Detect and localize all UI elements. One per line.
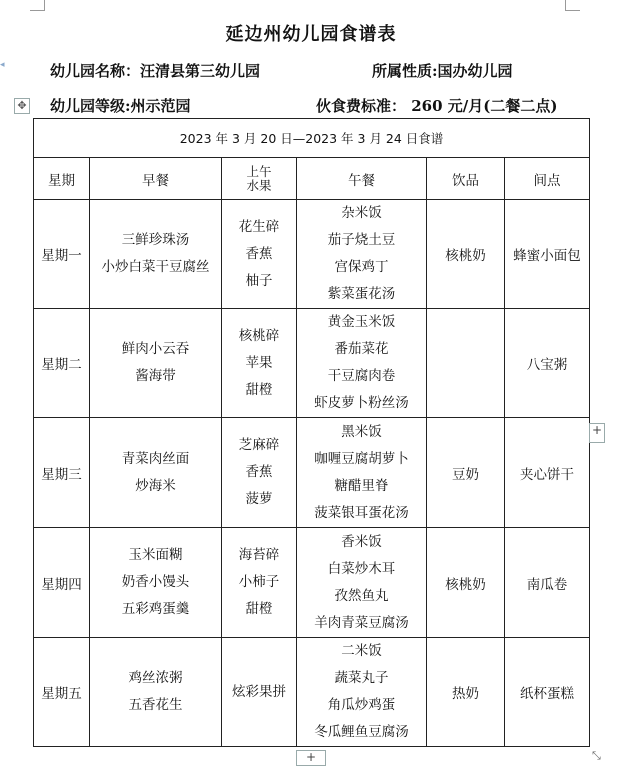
table-row (34, 200, 590, 309)
day-cell: 星期一 (34, 200, 90, 309)
fruit-cell-item: 柚子 (245, 272, 273, 289)
breakfast-cell (90, 309, 222, 418)
lunch-cell-item: 糖醋里脊 (334, 477, 389, 494)
lunch-cell (297, 528, 427, 638)
breakfast-cell (90, 638, 222, 747)
fruit-cell-item: 炫彩果拼 (232, 683, 286, 700)
kindergarten-name: 幼儿园名称：汪清县第三幼儿园 (50, 62, 261, 80)
breakfast-cell (90, 528, 222, 638)
table-move-handle-icon[interactable]: ✥ (14, 98, 30, 114)
breakfast-cell-item: 玉米面糊 (128, 547, 183, 563)
table-row (34, 309, 590, 418)
page-corner-mark (565, 0, 580, 11)
fruit-cell (222, 309, 297, 418)
fruit-cell-item: 菠萝 (245, 491, 273, 507)
fruit-cell-item: 香蕉 (245, 245, 273, 262)
header-fruit (222, 158, 297, 200)
lunch-cell (297, 418, 427, 528)
lunch-cell-item: 二米饭 (341, 643, 382, 659)
lunch-cell-item: 番茄菜花 (334, 341, 389, 357)
table-row (34, 638, 590, 747)
breakfast-cell-item: 鲜肉小云吞 (121, 341, 190, 357)
add-row-button[interactable]: + (296, 750, 326, 766)
breakfast-cell-item: 小炒白菜干豆腐丝 (101, 259, 210, 275)
breakfast-cell-item: 酱海带 (135, 368, 176, 384)
page-title: 延边州幼儿园食谱表 (225, 24, 397, 45)
breakfast-cell (90, 200, 222, 309)
header-fruit-line1: 上午 (246, 163, 272, 179)
fruit-cell (222, 418, 297, 528)
breakfast-cell (90, 418, 222, 528)
table-row (34, 418, 590, 528)
fruit-cell-item: 甜橙 (245, 381, 273, 398)
breakfast-cell-item: 鸡丝浓粥 (128, 670, 183, 686)
lunch-cell-item: 香米饭 (341, 533, 382, 550)
fruit-cell (222, 528, 297, 638)
day-cell: 星期三 (34, 418, 90, 528)
header-row (34, 158, 590, 200)
lunch-cell-item: 角瓜炒鸡蛋 (327, 697, 396, 713)
lunch-cell-item: 白菜炒木耳 (327, 560, 396, 577)
fruit-cell-item: 芝麻碎 (238, 437, 280, 453)
meal-fee-standard: 伙食费标准： 260 元/月(二餐二点) (316, 97, 558, 115)
lunch-cell-item: 冬瓜鲤鱼豆腐汤 (314, 724, 409, 740)
date-range-row (34, 119, 590, 158)
snack-cell: 八宝粥 (505, 309, 590, 418)
lunch-cell-item: 茄子烧土豆 (327, 232, 396, 248)
drink-cell: 核桃奶 (427, 200, 505, 309)
date-range-cell: 2023 年 3 月 20 日—2023 年 3 月 24 日食谱 (34, 119, 590, 158)
fruit-cell-item: 小柿子 (238, 574, 280, 590)
kindergarten-level: 幼儿园等级:州示范园 (50, 97, 191, 115)
snack-cell: 蜂蜜小面包 (505, 200, 590, 309)
lunch-cell-item: 虾皮萝卜粉丝汤 (314, 395, 409, 411)
breakfast-cell-item: 炒海米 (135, 477, 176, 494)
snack-cell: 纸杯蛋糕 (505, 638, 590, 747)
day-cell: 星期二 (34, 309, 90, 418)
breakfast-cell-item: 青菜肉丝面 (121, 450, 190, 467)
breakfast-cell-item: 五彩鸡蛋羹 (121, 601, 190, 617)
fruit-cell-item: 花生碎 (238, 218, 280, 235)
header-snack: 间点 (505, 158, 590, 200)
snack-cell: 夹心饼干 (505, 418, 590, 528)
lunch-cell (297, 638, 427, 747)
lunch-cell-item: 孜然鱼丸 (334, 587, 389, 604)
day-cell: 星期四 (34, 528, 90, 638)
lunch-cell-item: 羊肉青菜豆腐汤 (314, 614, 409, 631)
menu-table (33, 118, 590, 747)
fruit-cell-item: 苹果 (245, 354, 273, 371)
lunch-cell-item: 紫菜蛋花汤 (327, 286, 396, 302)
fruit-cell-item: 核桃碎 (238, 327, 280, 344)
fruit-cell-item: 香蕉 (245, 464, 273, 480)
header-day: 星期 (34, 158, 90, 200)
snack-cell: 南瓜卷 (505, 528, 590, 638)
day-cell: 星期五 (34, 638, 90, 747)
breakfast-cell-item: 三鲜珍珠汤 (121, 232, 190, 248)
fruit-cell (222, 200, 297, 309)
fruit-cell-item: 海苔碎 (238, 547, 280, 563)
lunch-cell (297, 200, 427, 309)
fruit-cell-item: 甜橙 (245, 601, 273, 617)
breakfast-cell-item: 五香花生 (128, 697, 183, 713)
header-breakfast: 早餐 (90, 158, 222, 200)
kindergarten-nature: 所属性质:国办幼儿园 (372, 62, 513, 80)
lunch-cell-item: 咖喱豆腐胡萝卜 (314, 450, 409, 467)
fruit-cell (222, 638, 297, 747)
table-row (34, 528, 590, 638)
lunch-cell-item: 黑米饭 (341, 423, 382, 440)
drink-cell: 核桃奶 (427, 528, 505, 638)
lunch-cell-item: 宫保鸡丁 (334, 259, 389, 275)
page-corner-mark (30, 0, 45, 11)
paragraph-marker-icon: ◂ (0, 60, 5, 70)
add-column-button[interactable]: + (589, 423, 605, 443)
table-resize-handle-icon[interactable]: ⤡ (592, 749, 601, 762)
lunch-cell (297, 309, 427, 418)
breakfast-cell-item: 奶香小馒头 (121, 574, 190, 590)
drink-cell: 热奶 (427, 638, 505, 747)
lunch-cell-item: 黄金玉米饭 (327, 314, 396, 330)
lunch-cell-item: 蔬菜丸子 (334, 670, 389, 686)
header-lunch: 午餐 (297, 158, 427, 200)
lunch-cell-item: 杂米饭 (341, 205, 382, 221)
drink-cell (427, 309, 505, 418)
header-fruit-line2: 水果 (246, 177, 272, 193)
header-drink: 饮品 (427, 158, 505, 200)
drink-cell: 豆奶 (427, 418, 505, 528)
lunch-cell-item: 菠菜银耳蛋花汤 (314, 504, 409, 521)
lunch-cell-item: 干豆腐肉卷 (327, 368, 396, 384)
